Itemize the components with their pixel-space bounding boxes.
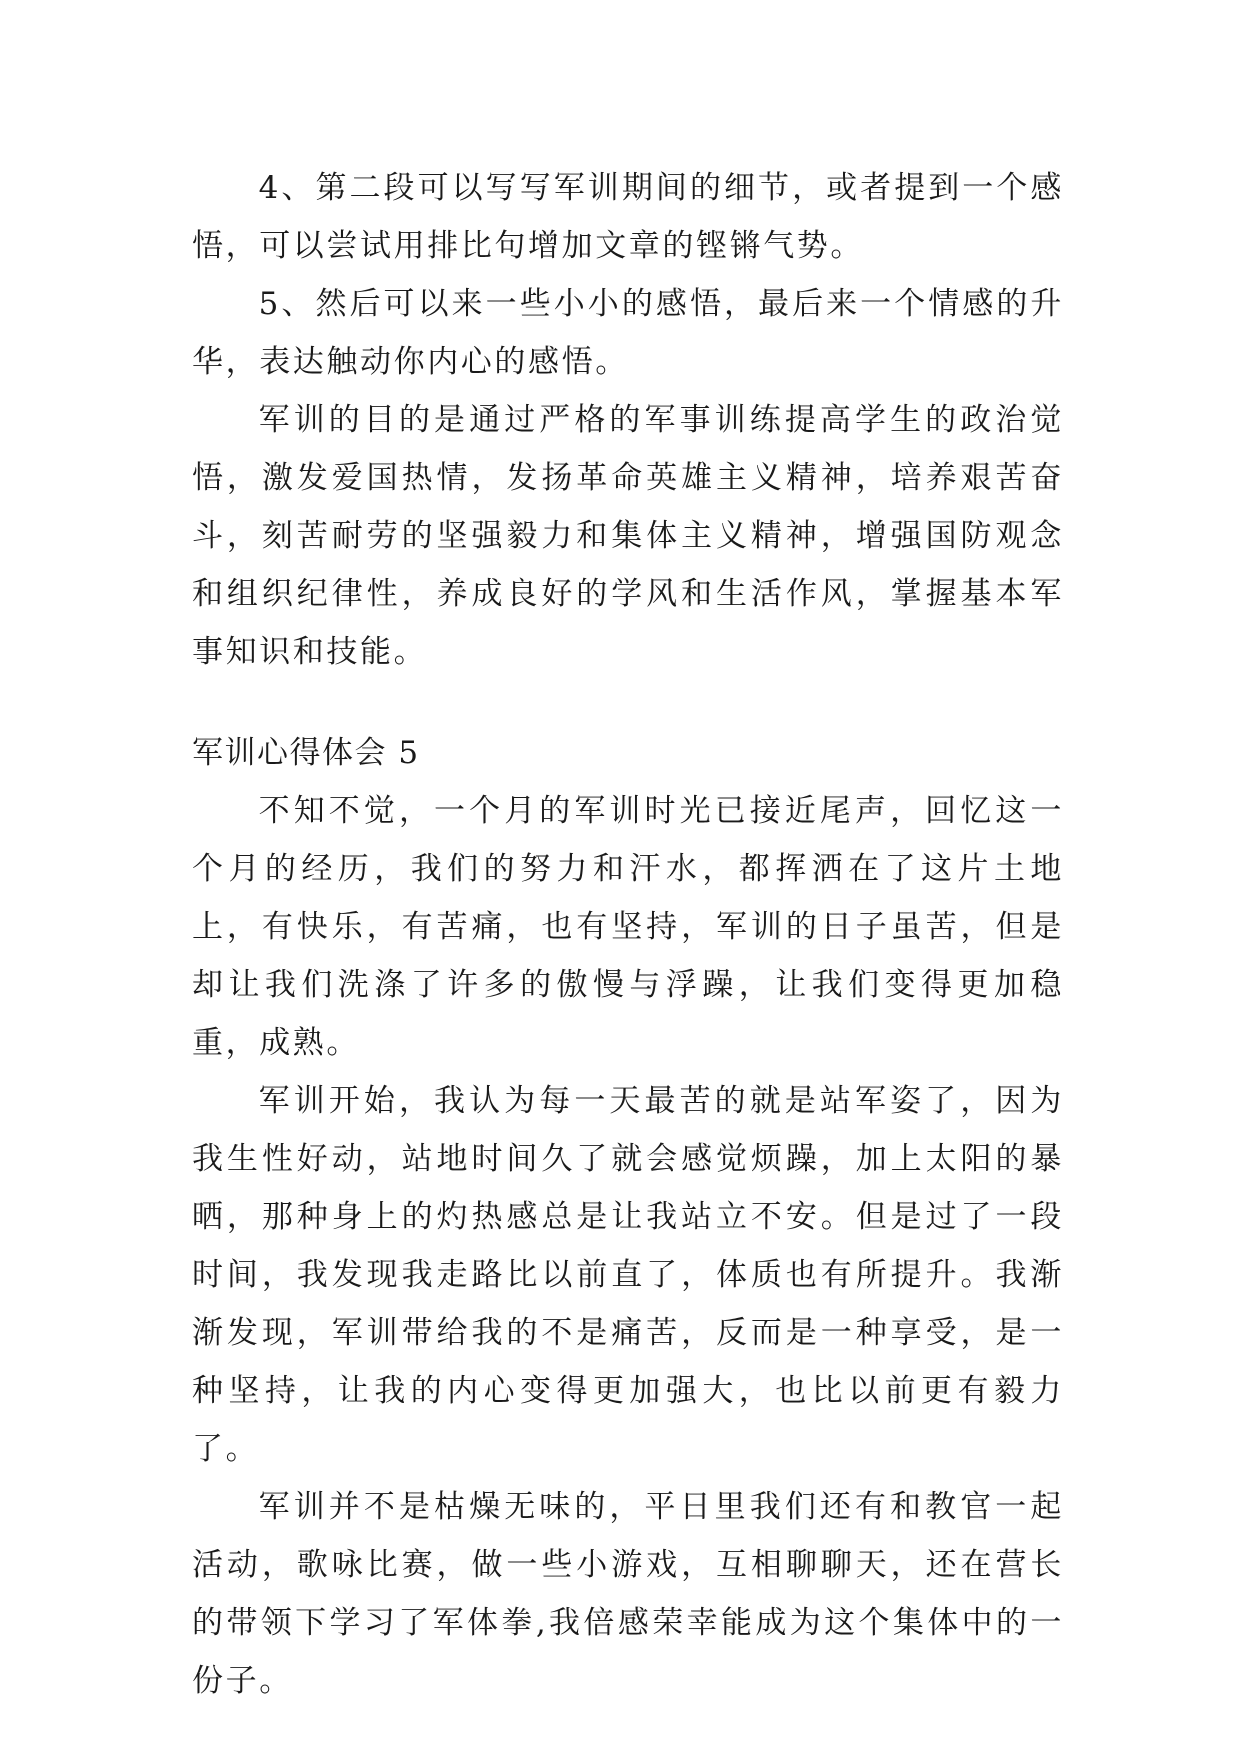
paragraph-tip-4: 4、第二段可以写写军训期间的细节，或者提到一个感悟，可以尝试用排比句增加文章的铿锵气势。 [192, 170, 1064, 264]
paragraph-essay-1: 不知不觉，一个月的军训时光已接近尾声，回忆这一个月的经历，我们的努力和汗水，都挥洒在了这片土地上，有快乐，有苦痛，也有坚持，军训的日子虽苦，但是却让我们洗涤了许多的傲慢与浮躁，让我们变得更加稳重，成熟。 [192, 793, 1064, 1061]
section-heading: 军训心得体会 5 [192, 735, 420, 771]
paragraph-essay-2: 军训开始，我认为每一天最苦的就是站军姿了，因为我生性好动，站地时间久了就会感觉烦躁，加上太阳的暴晒，那种身上的灼热感总是让我站立不安。但是过了一段时间，我发现我走路比以前直了，体质也有所提升。我渐渐发现，军训带给我的不是痛苦，反而是一种享受，是一种坚持，让我的内心变得更加强大，也比以前更有毅力了。 [192, 1083, 1064, 1467]
paragraph-essay-3: 军训并不是枯燥无味的，平日里我们还有和教官一起活动，歌咏比赛，做一些小游戏，互相聊聊天，还在营长的带领下学习了军体拳,我倍感荣幸能成为这个集体中的一份子。 [192, 1489, 1064, 1699]
essay-text-block [192, 782, 1064, 1710]
paragraph-tip-5: 5、然后可以来一些小小的感悟，最后来一个情感的升华，表达触动你内心的感悟。 [192, 286, 1064, 380]
intro-text-block [192, 159, 1064, 681]
paragraph-training-purpose: 军训的目的是通过严格的军事训练提高学生的政治觉悟，激发爱国热情，发扬革命英雄主义精神，培养艰苦奋斗，刻苦耐劳的坚强毅力和集体主义精神，增强国防观念和组织纪律性，养成良好的学风和生活作风，掌握基本军事知识和技能。 [192, 402, 1064, 670]
